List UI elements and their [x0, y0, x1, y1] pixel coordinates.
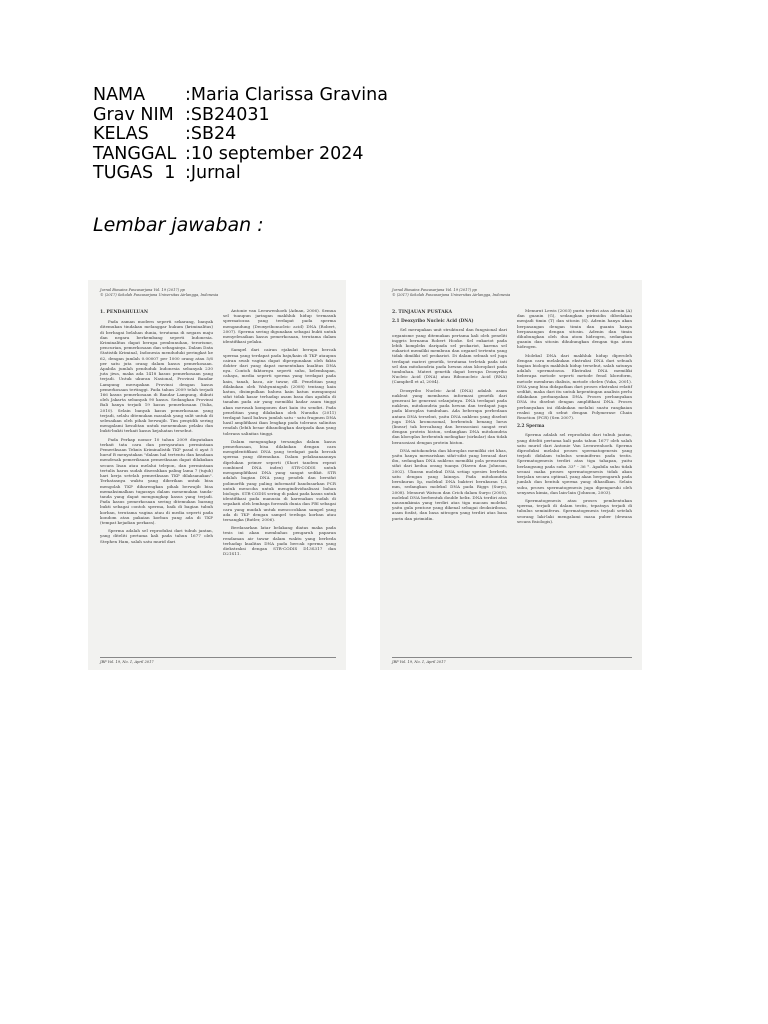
journal-page-left-image: [88, 280, 346, 670]
subsection-heading: 2.1 Deoxyribo Nucleic Acid (DNA): [392, 319, 474, 325]
paragraph: Spermatogenesis atau proses pembentukan sperma, terjadi di dalam testis, tepatnya terjadi di tubulus seminiferus. Spermatogenesis terjadi setelah seorang laki-laki mengalami masa puber (dewasa secara fisiologis).: [517, 497, 632, 524]
journal-page-right-image: [380, 280, 642, 670]
paragraph: Sperma adalah sel reproduksi dari tubuh jantan, yang diteliti pertama kali pada tahun 1677 oleh salah satu murid dari Antonie Van Leeuwenhoek. Sperma diproduksi melalui proses spermatogenesis yang terjadi didalam tubulus seminiferus pada testis. Spermatogenesis terdiri atas tiga tahapan, yaitu berlangsung pada suhu 33° - 36 °. Apabila suhu tidak sesuai maka proses spermatogenesis tidak akan berjalan secara optimal, yang akan berpengaruh pada jumlah dan bentuk sperma yang dihasilkan. Selain suhu, proses spermatogenesis juga dipengaruhi oleh senyawa kimia, dan lain-lain (Johnson, 2003).: [517, 432, 632, 495]
paragraph: DNA mitokondria dan kloroplas memiliki ciri khas, yaitu hanya mewariskan sifat-sifat yang berasal dari ibu, sedangkan DNA nukleus memiliki pola pewarisan sifat dari kedua orang tuanya (Haven dan Johnson, 2002). Ukuran molekul DNA setiap spesies berbeda satu dengan yang lainnya. Pada mitokondria berukuran 5µ, molekul DNA bakteri berukuran 1,4 mm, sedangkan molekul DNA pada Riggs (Suryo, 2008). Menurut Watson dan Crick dalam Suryo (2005), molekul DNA berbentuk double helix. DNA terdiri atas nausumkimia yang terdiri atas tiga macam molekul yaitu gula pentose yang dikenal sebagai deoksiribosa, asam fosfat, dan basa nitrogen yang terdiri atas basa purin dan pirimidin.: [392, 447, 507, 521]
identity-label: TUGAS 1: [93, 163, 176, 183]
identity-row-date: [93, 145, 388, 165]
journal-header-title: Jurnal Biosains Pascasarjana Vol. 19 (2017) pp: [100, 288, 185, 292]
section-heading: 1. PENDAHULUAN: [100, 310, 149, 315]
identity-label: NAMA: [93, 85, 146, 105]
identity-label: KELAS: [93, 124, 149, 144]
journal-header-copyright: © (2017) Sekolah Pascasarjana Universitas Airlangga, Indonesia: [392, 292, 511, 297]
identity-row-name: [93, 86, 388, 106]
journal-columns: [392, 308, 632, 527]
paragraph: Sperma adalah sel reproduksi dari tubuh jantan, yang diteliti pertama kali pada tahun 1677 oleh Stephen Ham, salah satu murid dari: [100, 528, 213, 544]
answer-sheet-heading: Lembar jawaban :: [93, 214, 264, 236]
identity-label: Grav NIM: [93, 104, 174, 125]
journal-header-copyright: © (2017) Sekolah Pascasarjana Universitas Airlangga, Indonesia: [100, 292, 219, 297]
paragraph: Pada Perkap nomor 10 tahun 2009 dinyatakan terkait tata cara dan persyaratan permintaan Pemeriksaan Teknis Kriminalistik TKP pasal 6 ayat 5 huruf B menyatakan "dalam hal tertentu dan keadaan mendesak pemeriksaan pemeriksaan dapat dilakukan secara lisan atau melalui telepon, dan permintaan tertulis harus sudah diserahkan paling lama 7 (tujuh) hari kerja setelah pemeriksaan TKP dilaksanakan". Terbatasnya waktu yang diberikan untuk bisa mengolah TKP dibarengkan pihak berwajib bisa memaksimalkan tugasnya dalam menemukan tanda-tanda yang dapat mengungkap kasus yang terjadi. Pada kasus pemerkosaan sering ditemukan barang bukti sebagai contoh sperma, baik di bagian tubuh korban, terutama vagina atau di media seperti pada kondom atau pakaian korban yang ada di TKP (tempat kejadian perkara).: [100, 436, 213, 525]
identity-value: :10 september 2024: [185, 143, 364, 164]
journal-column: [517, 308, 632, 527]
identity-value: :Maria Clarissa Gravina: [185, 85, 388, 105]
identity-row-nim: [93, 106, 388, 126]
journal-header: [100, 288, 218, 297]
journal-column: [392, 308, 507, 527]
journal-footer: JBP Vol. 19, No. 1, April 2017: [100, 657, 336, 664]
paragraph: Berdasarkan latar belakang diatas maka pada tesis ini akan membahas pengaruh paparan rendaman air tawar dalam waktu yang berbeda terhadap kualitas DNA pada bercak sperma yang diekstraksi dengan STR-CODIS D13S317 dan D21S11.: [223, 525, 336, 557]
journal-column: [100, 308, 213, 559]
identity-label: TANGGAL: [93, 143, 177, 164]
identity-value: :SB24031: [185, 104, 270, 125]
journal-columns: [100, 308, 336, 559]
section-heading: 2. TINJAUAN PUSTAKA: [392, 310, 453, 315]
subsection-heading: 2.2 Sperma: [517, 424, 545, 430]
identity-value: :SB24: [185, 124, 237, 144]
paragraph: Menurut Lewis (2003) purin terdiri atas adenin (A) dan guanin (G), sedangkan pirimidin dibedakan menjadi timin (T) dan sitosin (S). Adenin hanya akan berpasangan dengan timin dan guanin hanya berpasangan dengan sitosin. Adenin dan timin dihubungkan oleh dua atom hidrogen, sedangkan guanin dan sitosin dihubungkan dengan tiga atom hidrogen.: [517, 308, 632, 350]
paragraph: Deoxyribo Nucleic Acid (DNA) adalah asam nukleat yang membawa informasi genetik dari generasi ke generasi selanjutnya. DNA terdapat pada nukleus, mitokondria pada hewan dan terdapat juga pada kloroplas tumbuhan. Ada beberapa perbedaan antara DNA tersebut, yaitu DNA nukleus yang disebut juga DNA kromosomal, berbentuk benang lurus (linear) tak bercabang dan berasosiasi sangat erat dengan protein histon, sedangkan DNA mitokondria dan kloroplas berbentuk melingkar (sirkular) dan tidak berasosiasi dengan protein histon.: [392, 387, 507, 445]
paragraph: Molekul DNA dari makhluk hidup diperoleh dengan cara melakukan ekstraksi DNA dari sebuah bagian biologis makhluk hidup tersebut, salah satunya adalah spermatozoa. Ekstraksi DNA memiliki beberapa metode seperti metode fenol kloroform, metode membran dialisis, metode chelex (Yuka, 2001). DNA yang bisa didapatkan dari proses ekstraksi relatif sedikit, maka dari itu untuk kepentingan analisis perlu dilakukan perbanyakan DNA. Proses perbanyakan DNA itu disebut dengan amplifikasi DNA. Proses perbanyakan ini dilakukan melalui suatu rangkaian reaksi yang di sebut dengan Polymerase Chain Reaction (PCR) (Sen 2007).: [517, 352, 632, 421]
paragraph: Sel merupakan unit struktural dan fungsional dari organisme yang ditemukan pertama kali oleh peneliti inggris bernama Robert Hooke. Sel eukariot pada lebih kompleks daripada sel prokariot, karena sel eukariot memiliki membran dan organel tertentu yang tidak dimiliki sel prokariot. Di dalam sebuah sel juga terdapat materi genetik, terutama terletak pada inti sel dan mitokondria pada hewan atau kloroplast pada tumbuhan. Materi genetik dapat berupa Deoxyribo Nucleic Acid (DNA) atau Ribonucleic Acid (RNA) (Campbell et al, 2004).: [392, 327, 507, 385]
paragraph: Pada zaman modern seperti sekarang, banyak ditemukan tindakan melanggar hukum (kriminalitas) di berbagai belahan dunia, terutama di negara maju dan negara berkembang seperti Indonesia. Kriminalitas dapat berupa pembunuhan, terorisme, pencurian, pemerkosaan dan sebagainya. Dalam Data Statistik Kriminal, Indonesia menduduki peringkat ke 62, dengan jumlah 0.00007 per 1000 orang atau 5/6 per satu juta orang dalam kasus pemerkosaan. Apabila jumlah penduduk Indonesia sebanyak 230 juta jiwa, maka ada 1418 kasus pemerkosaan yang terjadi. Untuk ukuran Nasional, Provinsi Bandar Lampung merupakan Provinsi dengan kasus pemerkosaan tertinggi. Pada tahun 2009 telah terjadi 166 kasus pemerkosaan di Bandar Lampung, diikuti oleh Jakarta sebanyak 90 kasus. Sedangkan Provinsi Bali hanya terjadi 19 kasus pemerkosaan (Yulia, 2010). Selain banyak kasus pemerkosaan yang terjadi, selalu ditemukan masalah yang sulit untuk di selesaikan oleh pihak berwajib. Tim penyidik sering mengalami kesulitan untuk menemukan pelaku dan bukti-bukti terkait kasus kejahatan tersebut.: [100, 319, 213, 434]
journal-column: [223, 308, 336, 559]
identity-block: [93, 86, 388, 184]
identity-value: :Jurnal: [185, 163, 241, 183]
journal-header-title: Jurnal Biosains Pascasarjana Vol. 19 (2017) pp: [392, 288, 477, 292]
identity-row-class: [93, 125, 388, 145]
journal-header: [392, 288, 510, 297]
paragraph: Dalam mengungkap tersangka dalam kasus pemerkosaan, bisa dilakukan dengan cara mengidentifikasi DNA yang terdapat pada bercak sperma yang ditemukan. Dalam pelaksanaannya dipelukan primer seperti (Short tandem repeat combined DNA index) STR-CODIS untuk mengamplifikasi DNA yang sangat sedikit. STR adalah bagian DNA yang pendek dan bersifat polimorfik yang paling informatif bandusarkan PCR untuk mencoba untuk mengindividualisasi bahan biologis. STR-CODIS sering di pakai pada kasus untuk identifikasi pada manusia di karenakan sudah di sepakati oleh lembaga forensik dunia dan FBI sebagai cara yang mudah untuk mencocokkan sampel yang ada di TKP dengan sampel terduga korban atau tersangka (Butler, 2006).: [223, 438, 336, 522]
paragraph: Antonie van Leeuwenhoek (Adnan, 2006). Semua sel tuaupun jaringan makhluk hidup termasuk spermatozoa yang terdapat pada sperma mengandung (Deoxyribonucleic acid) DNA (Robert, 2007). Sperma sering digunakan sebagai bukti untuk menyelesaikan kasus pemerkosaan, terutama dalam identifikasi pelaku.: [223, 308, 336, 345]
identity-row-task: [93, 164, 388, 184]
journal-footer: JBP Vol. 19, No. 1, April 2017: [392, 657, 632, 664]
paragraph: Sampel dari cairan ejakulat berupa bercak sperma yang terdapat pada baju/kain di TKP ataupun cairan swab vagina dapat dipergunakan oleh fakta dokter dari yang dapat menentukan kualitas DNA nya. Contoh faktornya seperti suhu, kelembapan, cahaya, media seperti sperma yang terdapat pada kain, tanah, kaca, air tawar, dll. Penelitian yang dilakukan oleh Wahyuningsih (2008) tentang kain katun, disimpulkan bahwa kain katun mempunyai sifat tidak kasar terhadap asam basa dan apabila di tanahm pada air yang memiliki kadar asam tinggi akan merusak komponen dari kain itu sendiri. Pada penelitian yang dilakukan oleh Nuradia (2011) terdapat hasil bahwa jumlah satu - satu fragmen DNA hasil amplifikasi ikan lengkap pada tolerans salinitas rendah (lebih besar dibandingkan daripada ikan yang tolerans salinitas tinggi.: [223, 347, 336, 436]
